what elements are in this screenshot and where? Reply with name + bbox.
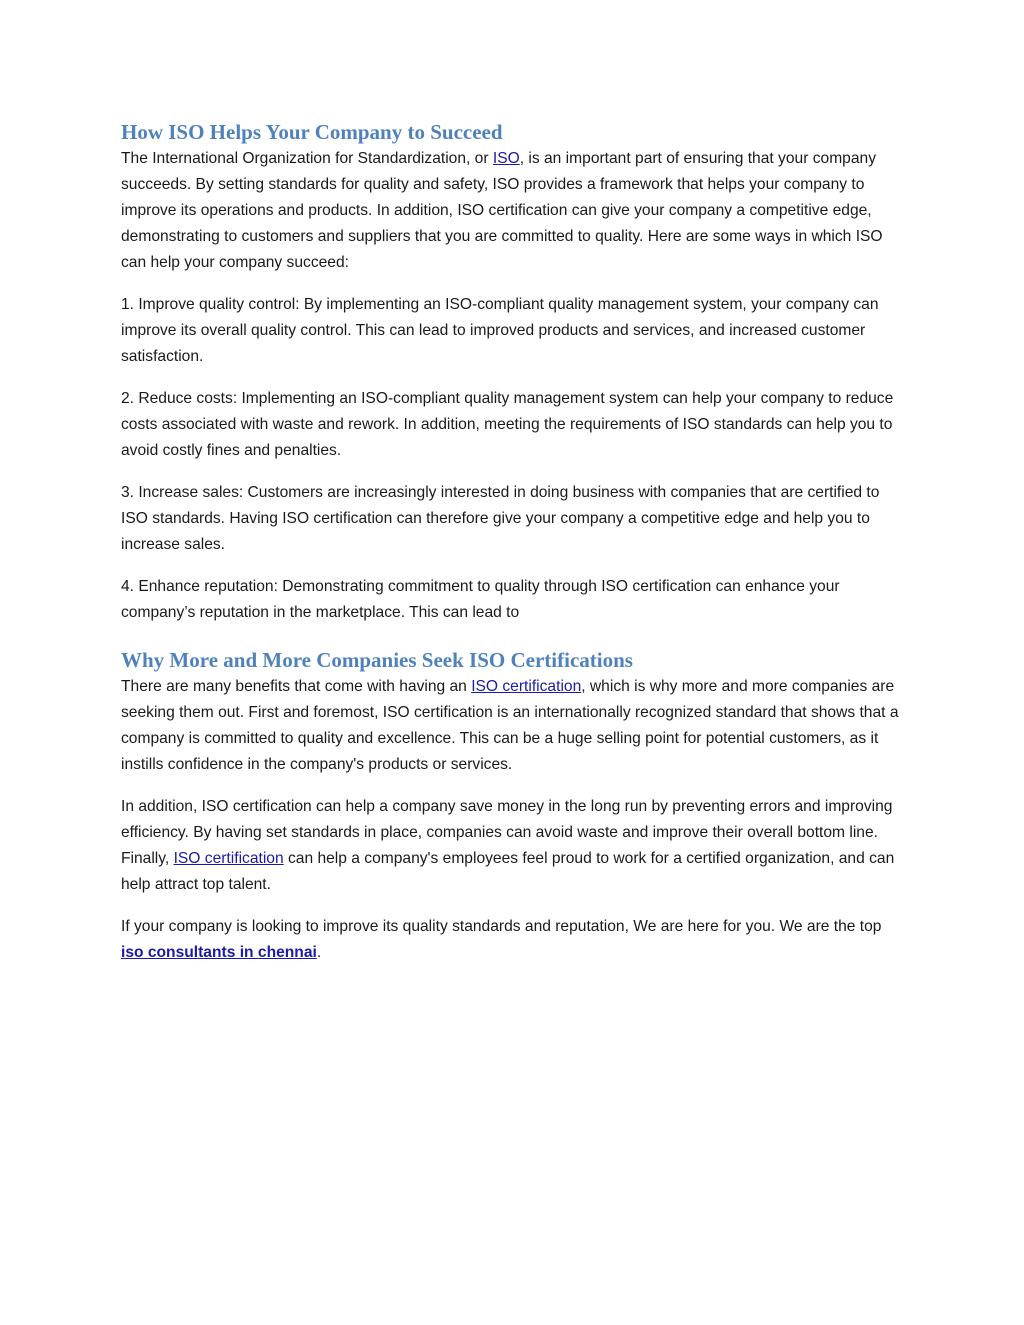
- benefits-text-end: , which is why more and more companies are seeking them out. First and foremost, ISO certification is an internationally recognized standard that shows that a company is committed to quality and excellence. This can be a huge selling point for potential customers, as it instills confidence in the company's products or services.: [121, 678, 899, 773]
- savings-paragraph: [121, 794, 906, 898]
- closing-text-start: If your company is looking to improve its quality standards and reputation, We are here for you. We are the top: [121, 918, 882, 935]
- intro-paragraph: [121, 146, 906, 276]
- iso-certification-link-2[interactable]: ISO certification: [173, 850, 284, 867]
- savings-text-end: can help a company's employees feel proud to work for a certified organization, and can help attract top talent.: [121, 850, 895, 893]
- iso-consultants-chennai-link[interactable]: iso consultants in chennai: [121, 944, 317, 961]
- closing-text-end: .: [316, 944, 322, 961]
- benefits-paragraph: [121, 674, 906, 778]
- intro-text-start: The International Organization for Standardization, or: [121, 150, 493, 167]
- point-improve-quality: 1. Improve quality control: By implementing an ISO-compliant quality management system, your company can improve its overall quality control. This can lead to improved products and services, and increased customer satisfaction.: [121, 296, 879, 365]
- point-increase-sales: 3. Increase sales: Customers are increasingly interested in doing business with companies that are certified to ISO standards. Having ISO certification can therefore give your company a competitive edge and help you to increase sales.: [121, 484, 880, 553]
- intro-text-end: , is an important part of ensuring that your company succeeds. By setting standards for quality and safety, ISO provides a framework that helps your company to improve its operations and products. In addition, ISO certification can give your company a competitive edge, demonstrating to customers and suppliers that you are committed to quality. Here are some ways in which ISO can help your company succeed:: [121, 150, 883, 271]
- section-heading-why-companies: Why More and More Companies Seek ISO Certifications: [121, 648, 633, 672]
- iso-certification-link[interactable]: ISO certification: [471, 678, 582, 695]
- document-page: [121, 118, 906, 982]
- savings-text-start: In addition, ISO certification can help a company save money in the long run by preventing errors and improving efficiency. By having set standards in place, companies can avoid waste and improve their overall bottom line. Finally,: [121, 798, 893, 867]
- closing-paragraph: [121, 914, 906, 966]
- iso-link[interactable]: ISO: [492, 150, 520, 167]
- point-reduce-costs: 2. Reduce costs: Implementing an ISO-compliant quality management system can help your company to reduce costs associated with waste and rework. In addition, meeting the requirements of ISO standards can help you to avoid costly fines and penalties.: [121, 390, 894, 459]
- point-enhance-reputation: 4. Enhance reputation: Demonstrating commitment to quality through ISO certification can enhance your company’s reputation in the marketplace. This can lead to: [121, 578, 840, 621]
- benefits-text-start: There are many benefits that come with having an: [121, 678, 472, 695]
- section-heading-iso-helps: How ISO Helps Your Company to Succeed: [121, 120, 503, 144]
